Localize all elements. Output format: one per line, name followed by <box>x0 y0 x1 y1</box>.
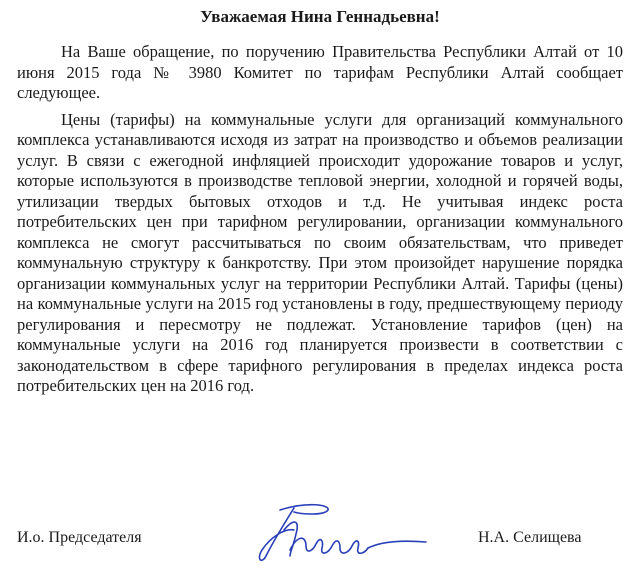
letter-body <box>17 42 623 397</box>
signatory-name: Н.А. Селищева <box>478 529 582 546</box>
paragraph-main: Цены (тарифы) на коммунальные услуги для организаций коммунального комплекса устанавливаются исходя из затрат на производство и объемов реализации услуг. В связи с ежегодной инфляцией происходит удорожание товаров и услуг, которые используются в производстве тепловой энергии, холодной и горячей воды, утилизации твердых бытовых отходов и т.д. Не учитывая индекс роста потребительских цен при тарифном регулировании, организации коммунального комплекса не смогут рассчитываться по своим обязательствам, что приведет коммунальную структуру к банкротству. При этом произойдет нарушение порядка организации коммунальных услуг на территории Республики Алтай. Тарифы (цены) на коммунальные услуги на 2015 год установлены в году, предшествующему периоду регулирования и пересмотру не подлежат. Установление тарифов (цен) на коммунальные услуги на 2016 год планируется произвести в соответствии с законодательством в сфере тарифного регулирования в пределах индекса роста потребительских цен на 2016 год. <box>17 109 623 395</box>
salutation: Уважаемая Нина Геннадьевна! <box>200 7 440 26</box>
handwritten-signature <box>250 500 440 566</box>
signatory-title: И.о. Председателя <box>17 529 142 546</box>
paragraph-intro: На Ваше обращение, по поручению Правительства Республики Алтай от 10 июня 2015 года № 3980 Комитет по тарифам Республики Алтай сообщает следующее. <box>17 42 623 102</box>
